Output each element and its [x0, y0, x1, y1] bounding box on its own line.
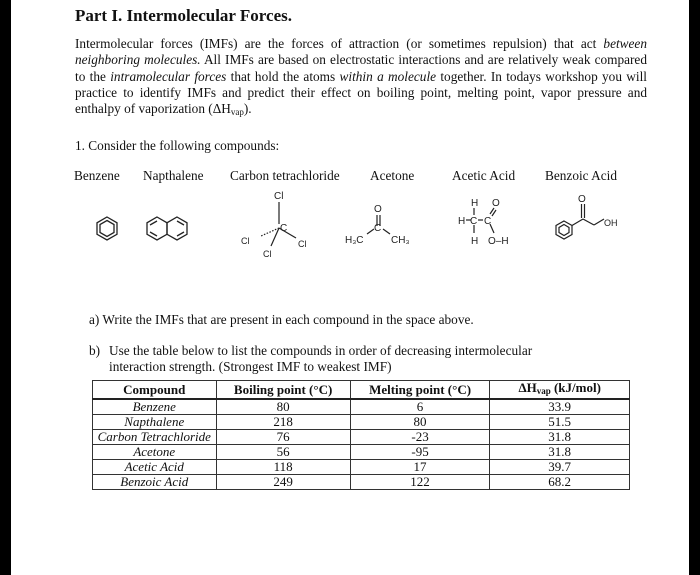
- cell-melting-point: 122: [350, 475, 490, 490]
- table-row: [93, 415, 630, 430]
- question-b-line1: Use the table below to list the compounds in order of decreasing intermolecular: [109, 343, 533, 358]
- ccl4-left-cl: Cl: [241, 236, 250, 246]
- ccl4-top-cl: Cl: [274, 191, 284, 202]
- benzoic-hydroxyl: OH: [604, 218, 618, 228]
- question-b-line2: interaction strength. (Strongest IMF to weakest IMF): [109, 359, 392, 374]
- header-enthalpy-sub: vap: [536, 386, 551, 396]
- question-a: a) Write the IMFs that are present in each compound in the space above.: [89, 312, 474, 327]
- cell-compound: Benzene: [93, 399, 217, 415]
- intro-text-1: Intermolecular forces (IMFs) are the forces of attraction (or sometimes repulsion) that act: [75, 36, 604, 51]
- table-row: [93, 460, 630, 475]
- cell-enthalpy: 51.5: [490, 415, 630, 430]
- intro-emphasis-1: between neighboring molecules.: [75, 36, 647, 68]
- label-carbon-tetrachloride: Carbon tetrachloride: [230, 168, 340, 183]
- acetic-top-h: H: [471, 198, 479, 209]
- cell-enthalpy: 31.8: [490, 445, 630, 460]
- cell-compound: Acetic Acid: [93, 460, 217, 475]
- cell-boiling-point: 118: [216, 460, 350, 475]
- label-acetic-acid: Acetic Acid: [452, 168, 516, 183]
- properties-table: [92, 380, 630, 490]
- header-enthalpy: [490, 381, 630, 400]
- acetone-right-ch3: CH₃: [391, 235, 410, 246]
- right-border-bar: [689, 0, 700, 575]
- question-b-label: b): [89, 343, 101, 358]
- table-header-row: [93, 381, 630, 400]
- cell-melting-point: -95: [350, 445, 490, 460]
- acetone-oxygen: O: [374, 204, 382, 215]
- table-row: [93, 445, 630, 460]
- cell-compound: Carbon Tetrachloride: [93, 430, 217, 445]
- acetic-carbon-2: C: [484, 216, 492, 227]
- cell-boiling-point: 80: [216, 399, 350, 415]
- label-acetone: Acetone: [370, 168, 415, 183]
- ccl4-center-c: C: [280, 223, 288, 234]
- acetic-hydroxyl: O–H: [488, 236, 509, 247]
- intro-emphasis-3: within a molecule: [339, 68, 437, 84]
- acetic-bottom-h: H: [471, 236, 479, 247]
- section-title: Part I. Intermolecular Forces.: [75, 6, 292, 25]
- intro-text-3: that hold the atoms: [226, 68, 340, 84]
- intro-emphasis-2: intramolecular forces: [110, 68, 227, 84]
- header-boiling-point: Boiling point (°C): [216, 381, 350, 400]
- header-enthalpy-delta: ΔH: [518, 380, 537, 395]
- question-b: [89, 343, 609, 375]
- ccl4-right-cl: Cl: [298, 239, 307, 249]
- table-row: [93, 430, 630, 445]
- benzoic-carbonyl-o: O: [578, 194, 586, 205]
- acetic-left-h: H: [458, 216, 466, 227]
- label-benzene: Benzene: [74, 168, 120, 183]
- cell-melting-point: 80: [350, 415, 490, 430]
- document-page: [11, 0, 689, 575]
- acetic-carbon-1: C: [470, 216, 478, 227]
- cell-enthalpy: 39.7: [490, 460, 630, 475]
- intro-text-end: ).: [243, 101, 252, 117]
- cell-boiling-point: 76: [216, 430, 350, 445]
- table-row: [93, 399, 630, 415]
- intro-text-2: All IMFs are based on electrostatic interactions and are relatively weak compared to the: [75, 52, 647, 84]
- benzoic-acid-structure: [556, 204, 604, 239]
- acetone-left-ch3: H₃C: [345, 235, 364, 246]
- cell-boiling-point: 218: [216, 415, 350, 430]
- cell-compound: Acetone: [93, 445, 217, 460]
- ccl4-bottom-cl: Cl: [263, 249, 272, 259]
- cell-enthalpy: 68.2: [490, 475, 630, 490]
- ccl4-structure: [261, 202, 296, 246]
- intro-text-4: together. In todays workshop you will practice to identify IMFs and predict their effect on boiling point, melting point, vapor pressure and enthalpy of vaporization (ΔH: [75, 68, 647, 117]
- left-border-bar: [0, 0, 11, 575]
- label-benzoic-acid: Benzoic Acid: [545, 168, 618, 183]
- label-napthalene: Napthalene: [143, 168, 204, 183]
- table-row: [93, 475, 630, 490]
- acetone-carbon: C: [374, 223, 382, 234]
- cell-enthalpy: 31.8: [490, 430, 630, 445]
- cell-enthalpy: 33.9: [490, 399, 630, 415]
- header-enthalpy-unit: (kJ/mol): [550, 380, 601, 395]
- napthalene-structure: [147, 217, 187, 240]
- header-melting-point: Melting point (°C): [350, 381, 490, 400]
- acetic-carbonyl-o: O: [492, 198, 500, 209]
- cell-compound: Napthalene: [93, 415, 217, 430]
- cell-boiling-point: 56: [216, 445, 350, 460]
- cell-melting-point: 6: [350, 399, 490, 415]
- intro-vap-subscript: vap: [230, 107, 244, 118]
- benzene-structure: [97, 217, 117, 240]
- header-compound: Compound: [93, 381, 217, 400]
- cell-compound: Benzoic Acid: [93, 475, 217, 490]
- cell-boiling-point: 249: [216, 475, 350, 490]
- cell-melting-point: -23: [350, 430, 490, 445]
- cell-melting-point: 17: [350, 460, 490, 475]
- question-1: 1. Consider the following compounds:: [75, 138, 280, 153]
